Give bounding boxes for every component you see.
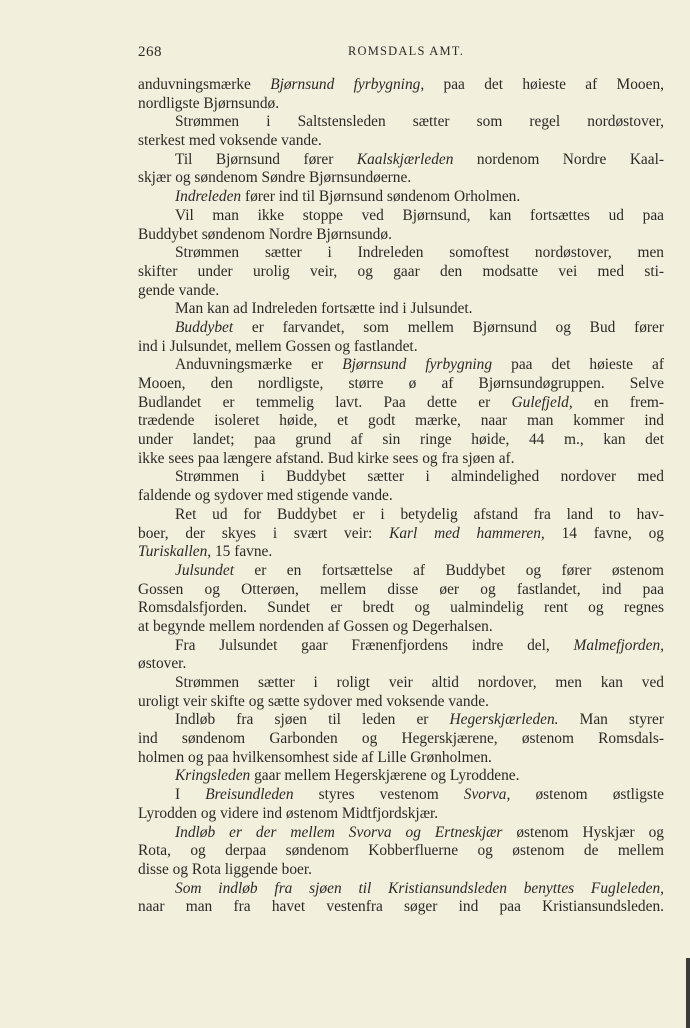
body-text bbox=[138, 76, 664, 917]
text-line bbox=[138, 805, 664, 824]
text-line bbox=[138, 244, 664, 263]
text-span: er farvandet, som mellem Bjørnsund og Bud fører bbox=[233, 318, 664, 336]
text-span: østenom østligste bbox=[510, 786, 664, 804]
text-line bbox=[138, 880, 664, 899]
text-span: sterkest med voksende vande. bbox=[138, 132, 322, 150]
text-line bbox=[138, 263, 664, 282]
italic-term: Bjørnsund fyrbygning, bbox=[270, 76, 425, 93]
text-line bbox=[138, 767, 664, 786]
text-line bbox=[138, 188, 664, 207]
text-span: naar man fra havet vestenfra søger ind paa Kristiansundsleden. bbox=[138, 898, 664, 916]
text-span: Strømmen i Saltstensleden sætter som regel nordøstover, bbox=[175, 113, 664, 131]
text-span: uroligt veir skifte og sætte sydover med voksende vande. bbox=[138, 692, 489, 710]
text-line bbox=[138, 412, 664, 431]
text-line bbox=[138, 76, 664, 95]
italic-term: Svorva, bbox=[463, 786, 511, 804]
italic-term: Gulefjeld, bbox=[511, 393, 573, 411]
text-line bbox=[138, 861, 664, 880]
italic-term: Hegerskjærleden. bbox=[449, 711, 559, 729]
text-line bbox=[138, 693, 664, 712]
text-span: ind i Julsundet, mellem Gossen og fastlandet. bbox=[138, 337, 418, 355]
text-span: Strømmen i Buddybet sætter i almindelighed nordover med bbox=[175, 468, 664, 486]
italic-term: Som indløb fra sjøen til Kristiansundsleden benyttes Fugleleden, bbox=[175, 879, 664, 897]
text-span: Fra Julsundet gaar Frænenfjordens indre del, bbox=[175, 636, 574, 654]
page-number: 268 bbox=[138, 44, 162, 60]
text-line bbox=[138, 113, 664, 132]
text-line bbox=[138, 562, 664, 581]
text-line bbox=[138, 581, 664, 600]
text-line bbox=[138, 711, 664, 730]
text-line bbox=[138, 151, 664, 170]
text-line bbox=[138, 431, 664, 450]
italic-term: Turiskallen, bbox=[138, 543, 212, 561]
text-line bbox=[138, 226, 664, 245]
text-span: Budlandet er temmelig lavt. Paa dette er bbox=[138, 393, 512, 411]
italic-term: Buddybet bbox=[175, 318, 234, 336]
text-span: holmen og paa hvilkensomhest side af Lille Grønholmen. bbox=[138, 748, 492, 766]
text-line bbox=[138, 749, 664, 768]
text-line bbox=[138, 674, 664, 693]
text-span: en frem- bbox=[572, 393, 664, 411]
text-span: nordligste Bjørnsundø. bbox=[138, 94, 280, 112]
text-line bbox=[138, 842, 664, 861]
text-span: paa det høieste af Mooen, bbox=[424, 76, 664, 93]
text-span: at begynde mellem nordenden af Gossen og Degerhalsen. bbox=[138, 617, 493, 635]
text-line bbox=[138, 468, 664, 487]
text-line bbox=[138, 356, 664, 375]
text-span: gaar mellem Hegerskjærene og Lyroddene. bbox=[250, 767, 520, 785]
text-span: Mooen, den nordligste, større ø af Bjørnsundøgruppen. Selve bbox=[138, 375, 664, 392]
text-span: er en fortsættelse af Buddybet og fører østenom bbox=[234, 561, 664, 579]
text-span: Rota, og derpaa søndenom Kobberfluerne og østenom de mellem bbox=[138, 842, 664, 860]
text-span: trædende isoleret høide, et godt mærke, naar man kommer ind bbox=[138, 412, 664, 430]
text-line bbox=[138, 169, 664, 188]
text-span: paa det høieste af bbox=[492, 356, 664, 374]
text-span: østover. bbox=[138, 655, 187, 673]
text-line bbox=[138, 730, 664, 749]
text-span: skifter under urolig veir, og gaar den modsatte vei med sti- bbox=[138, 262, 664, 280]
text-span: Lyrodden og videre ind østenom Midtfjordskjær. bbox=[138, 804, 439, 822]
text-span: boer, der skyes i svært veir: bbox=[138, 524, 390, 542]
text-span: Romsdalsfjorden. Sundet er bredt og ualmindelig rent og regnes bbox=[138, 599, 664, 617]
italic-term: Kringsleden bbox=[175, 767, 251, 785]
text-span: Strømmen sætter i roligt veir altid nordover, men kan ved bbox=[175, 674, 664, 691]
text-span: Buddybet søndenom Nordre Bjørnsundø. bbox=[138, 225, 392, 243]
text-line bbox=[138, 319, 664, 338]
scan-edge-shadow bbox=[686, 958, 690, 1028]
text-line bbox=[138, 618, 664, 637]
text-line bbox=[138, 450, 664, 469]
page-header bbox=[138, 44, 664, 64]
text-span: Man kan ad Indreleden fortsætte ind i Julsundet. bbox=[175, 300, 473, 318]
text-span: fører ind til Bjørnsund søndenom Orholmen. bbox=[241, 188, 521, 206]
text-span: I bbox=[175, 786, 206, 804]
text-span: disse og Rota liggende boer. bbox=[138, 860, 312, 878]
text-line bbox=[138, 487, 664, 506]
text-span: under landet; paa grund af sin ringe høide, 44 m., kan det bbox=[138, 431, 664, 449]
italic-term: Kaalskjærleden bbox=[356, 150, 454, 168]
text-span: Ret ud for Buddybet er i betydelig afstand fra land to hav- bbox=[175, 505, 664, 523]
text-line bbox=[138, 338, 664, 357]
text-span: Man styrer bbox=[558, 711, 664, 729]
text-line bbox=[138, 898, 664, 917]
text-line bbox=[138, 300, 664, 319]
text-line bbox=[138, 637, 664, 656]
text-span: Indløb fra sjøen til leden er bbox=[175, 711, 450, 729]
text-span: skjær og søndenom Søndre Bjørnsundøerne. bbox=[138, 169, 412, 187]
text-line bbox=[138, 375, 664, 394]
text-span: nordenom Nordre Kaal- bbox=[453, 150, 664, 168]
text-span: Gossen og Otterøen, mellem disse øer og fastlandet, ind paa bbox=[138, 580, 664, 598]
text-line bbox=[138, 207, 664, 226]
text-line bbox=[138, 655, 664, 674]
text-line bbox=[138, 786, 664, 805]
text-span: Anduvningsmærke er bbox=[175, 356, 343, 374]
text-line bbox=[138, 506, 664, 525]
text-span: faldende og sydover med stigende vande. bbox=[138, 487, 393, 505]
text-line bbox=[138, 525, 664, 544]
text-span: Til Bjørnsund fører bbox=[175, 150, 357, 168]
text-span: østenom Hyskjær og bbox=[502, 823, 664, 841]
text-line bbox=[138, 543, 664, 562]
italic-term: Indreleden bbox=[175, 188, 242, 206]
italic-term: Karl med hammeren, bbox=[389, 524, 545, 542]
text-line bbox=[138, 599, 664, 618]
italic-term: Breisundleden bbox=[205, 786, 294, 804]
text-line bbox=[138, 132, 664, 151]
text-span: 14 favne, og bbox=[544, 524, 664, 542]
text-span: styres vestenom bbox=[293, 786, 464, 804]
italic-term: Indløb er der mellem Svorva og Ertneskjær bbox=[175, 823, 503, 841]
text-line bbox=[138, 95, 664, 114]
running-title: ROMSDALS AMT. bbox=[347, 44, 465, 58]
italic-term: Julsundet bbox=[175, 561, 234, 579]
text-span: anduvningsmærke bbox=[138, 76, 271, 93]
text-span: ind søndenom Garbonden og Hegerskjærene, østenom Romsdals- bbox=[138, 730, 664, 748]
text-span: ikke sees paa længere afstand. Bud kirke sees og fra sjøen af. bbox=[138, 449, 515, 467]
text-span: Vil man ikke stoppe ved Bjørnsund, kan fortsættes ud paa bbox=[175, 206, 664, 224]
italic-term: Malmefjorden, bbox=[573, 636, 664, 654]
text-span: 15 favne. bbox=[211, 543, 273, 561]
text-line bbox=[138, 824, 664, 843]
text-line bbox=[138, 282, 664, 301]
italic-term: Bjørnsund fyrbygning bbox=[342, 356, 493, 374]
text-line bbox=[138, 394, 664, 413]
text-span: gende vande. bbox=[138, 281, 220, 299]
text-span: Strømmen sætter i Indreleden somoftest nordøstover, men bbox=[175, 244, 664, 262]
